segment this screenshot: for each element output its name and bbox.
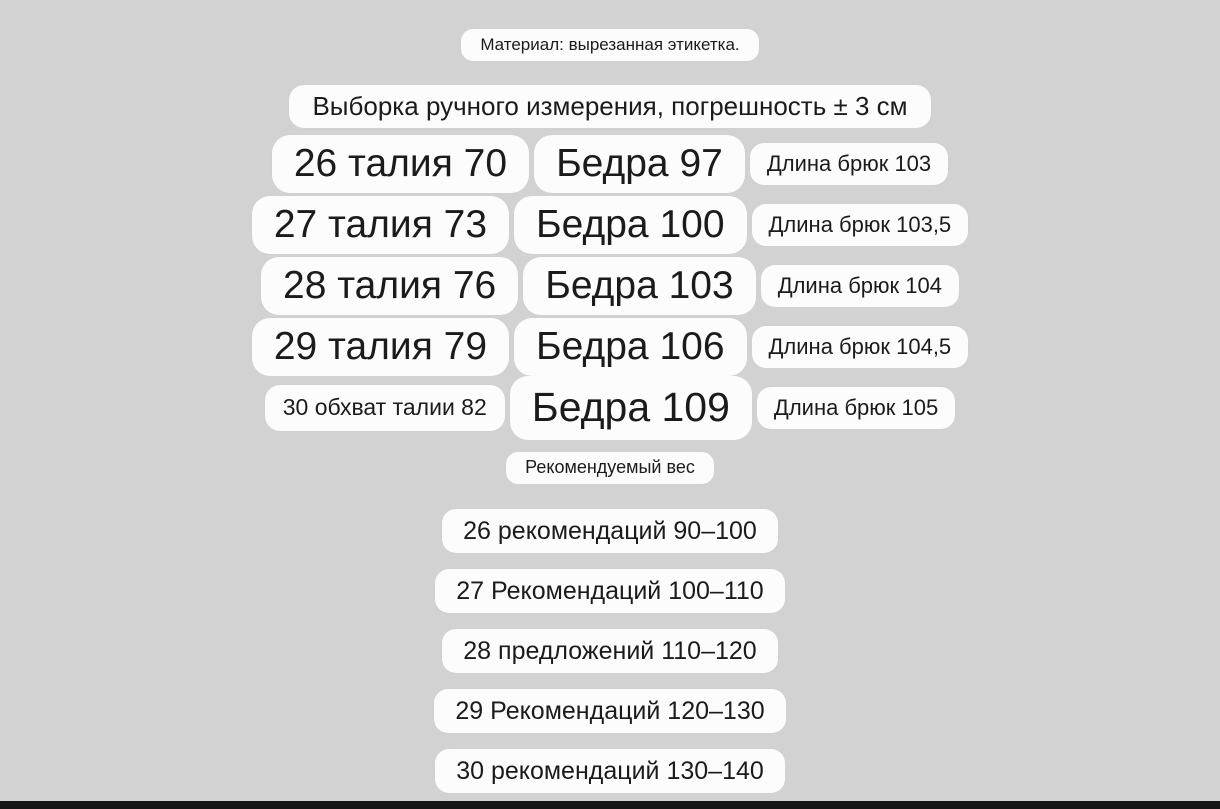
size-rows-section <box>252 134 968 439</box>
hips-text: Бедра 106 <box>536 324 725 368</box>
weight-row-text: 26 рекомендаций 90–100 <box>463 516 757 545</box>
weight-row-text: 27 Рекомендаций 100–110 <box>456 576 764 605</box>
hips-text: Бедра 97 <box>556 141 723 185</box>
length-text: Длина брюк 104,5 <box>768 333 952 359</box>
waist-pill <box>252 318 509 376</box>
weight-row-28 <box>442 629 777 673</box>
waist-text: 30 обхват талии 82 <box>282 394 487 421</box>
waist-text: 29 талия 79 <box>273 324 488 368</box>
hips-pill <box>514 196 746 254</box>
waist-pill <box>252 196 509 254</box>
length-pill <box>752 204 969 246</box>
waist-pill <box>261 257 518 315</box>
waist-text: 28 талия 76 <box>283 263 497 307</box>
length-pill <box>761 265 959 307</box>
hips-pill <box>534 135 745 193</box>
waist-pill <box>265 385 505 431</box>
size-row-28 <box>261 256 959 316</box>
weight-section-label-text: Рекомендуемый вес <box>525 457 695 478</box>
hips-text: Бедра 103 <box>545 263 734 307</box>
hips-pill <box>523 257 755 315</box>
waist-pill <box>272 135 529 193</box>
length-text: Длина брюк 103 <box>766 150 932 176</box>
waist-text: 27 талия 73 <box>273 202 488 246</box>
measurement-note-pill <box>289 85 930 128</box>
weight-section-label-pill <box>506 452 714 484</box>
weight-row-text: 29 Рекомендаций 120–130 <box>455 696 765 725</box>
hips-pill <box>514 318 746 376</box>
hips-text: Бедра 100 <box>536 202 725 246</box>
weight-row-text: 28 предложений 110–120 <box>463 636 757 665</box>
weight-row-29 <box>434 689 785 733</box>
length-pill <box>750 143 948 185</box>
bottom-bar <box>0 801 1220 809</box>
length-pill <box>757 387 955 429</box>
waist-text: 26 талия 70 <box>293 141 508 185</box>
weight-row-26 <box>442 509 778 553</box>
size-row-30 <box>265 378 955 438</box>
weight-rows-section <box>434 509 785 809</box>
size-row-29 <box>252 317 968 377</box>
length-pill <box>752 326 969 368</box>
hips-pill <box>510 376 752 440</box>
weight-row-text: 30 рекомендаций 130–140 <box>456 756 764 785</box>
length-text: Длина брюк 103,5 <box>768 211 952 237</box>
length-text: Длина брюк 104 <box>777 272 942 298</box>
measurement-note-text: Выборка ручного измерения, погрешность ± 3 см <box>312 90 908 121</box>
size-row-27 <box>252 195 968 255</box>
weight-row-30 <box>435 749 785 793</box>
weight-row-27 <box>435 569 784 613</box>
material-note-pill <box>461 29 758 61</box>
hips-text: Бедра 109 <box>531 384 730 431</box>
material-note-text: Материал: вырезанная этикетка. <box>480 34 740 54</box>
length-text: Длина брюк 105 <box>773 394 939 420</box>
size-row-26 <box>272 134 948 194</box>
